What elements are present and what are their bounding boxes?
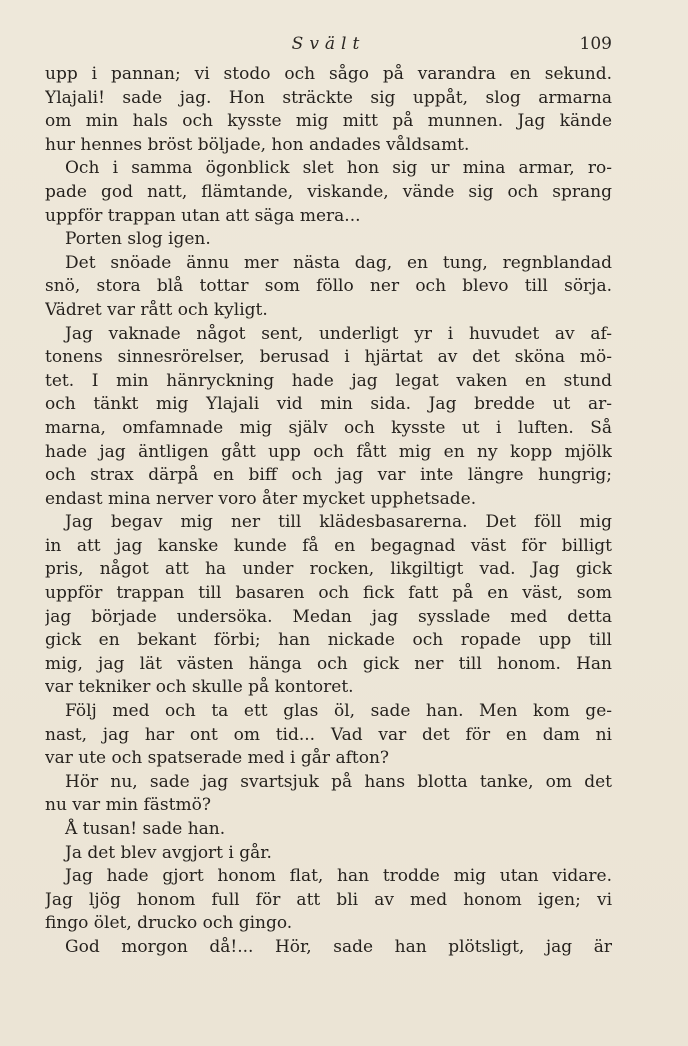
text-line: Jag hade gjort honom flat, han trodde mig utan vidare. [65,866,612,887]
text-line: snö, stora blå tottar som föllo ner och blevo till sörja. [45,276,612,297]
text-line: hur hennes bröst böljade, hon andades våldsamt. [45,134,470,155]
text-line: Ja det blev avgjort i går. [65,842,272,863]
text-line: hade jag äntligen gått upp och fått mig en ny kopp mjölk [45,441,612,462]
text-line: pris, något att ha under rocken, likgiltigt vad. Jag gick [45,559,612,580]
text-line: Jag begav mig ner till klädesbasarerna. Det föll mig [65,512,612,533]
page-number: 109 [579,34,612,54]
text-line: Det snöade ännu mer nästa dag, en tung, regnblandad [65,252,612,273]
text-line: Ylajali! sade jag. Hon sträckte sig uppåt, slog armarna [45,87,612,108]
text-line: mig, jag lät västen hänga och gick ner till honom. Han [45,653,612,674]
body-text [45,63,612,960]
text-line: God morgon då!... Hör, sade han plötsligt, jag är [65,936,612,957]
page-header [45,34,612,58]
text-line: Hör nu, sade jag svartsjuk på hans blotta tanke, om det [65,771,612,792]
text-line: och strax därpå en biff och jag var inte längre hungrig; [45,465,612,486]
text-line: Följ med och ta ett glas öl, sade han. Men kom ge- [65,701,612,722]
text-line: om min hals och kysste mig mitt på munnen. Jag kände [45,111,612,132]
text-line: tonens sinnesrörelser, berusad i hjärtat av det sköna mö- [45,347,612,368]
text-line: fingo ölet, drucko och gingo. [45,913,293,934]
text-line: nu var min fästmö? [45,795,211,816]
text-line: Och i samma ögonblick slet hon sig ur mina armar, ro- [65,158,612,179]
text-line: uppför trappan utan att säga mera... [45,205,361,226]
text-line: var ute och spatserade med i går afton? [45,748,390,769]
text-line: Å tusan! sade han. [65,819,226,839]
text-line: och tänkt mig Ylajali vid min sida. Jag bredde ut ar- [45,394,612,415]
text-line: Porten slog igen. [65,229,211,250]
text-line: Jag vaknade något sent, underligt yr i huvudet av af- [65,323,612,344]
text-line: endast mina nerver voro åter mycket upphetsade. [45,488,477,509]
text-line: uppför trappan till basaren och fick fatt på en väst, som [45,583,612,604]
text-line: marna, omfamnade mig själv och kysste ut i luften. Så [45,417,612,438]
text-line: in att jag kanske kunde få en begagnad väst för billigt [45,535,612,556]
text-line: nast, jag har ont om tid... Vad var det för en dam ni [45,724,612,745]
running-title: Svält [291,34,366,54]
text-line: var tekniker och skulle på kontoret. [45,677,354,698]
text-line: tet. I min hänryckning hade jag legat vaken en stund [45,370,612,391]
text-line: Jag ljög honom full för att bli av med honom igen; vi [45,889,612,910]
text-line: upp i pannan; vi stodo och sågo på varandra en sekund. [45,64,612,84]
text-line: jag började undersöka. Medan jag sysslade med detta [45,606,612,627]
text-line: Vädret var rått och kyligt. [45,299,268,320]
text-line: gick en bekant förbi; han nickade och ropade upp till [45,630,612,651]
text-line: pade god natt, flämtande, viskande, vände sig och sprang [45,181,612,202]
